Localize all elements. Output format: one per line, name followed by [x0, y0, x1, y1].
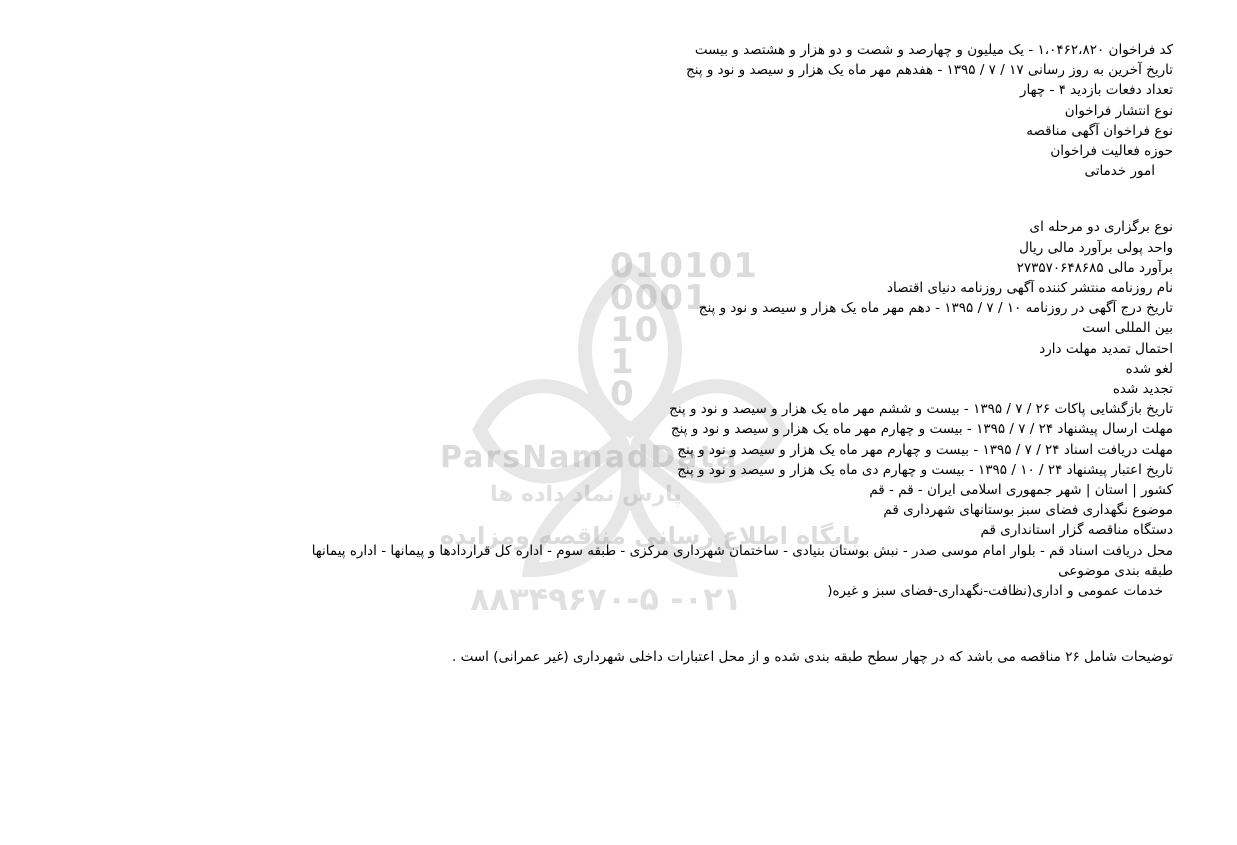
- publish-type: نوع انتشار فراخوان: [1064, 102, 1173, 119]
- activity-area-value: امور خدماتی: [1084, 163, 1155, 180]
- watermark-tagline: پایگاه اطلاع رسانی مناقصه ومزایده: [440, 522, 861, 550]
- watermark-slogan: پارس نماد داده ها: [490, 482, 682, 507]
- tender-details: [90, 40, 1173, 667]
- call-type: نوع فراخوان آگهی مناقصه: [1026, 122, 1173, 139]
- organizer: دستگاه مناقصه گزار استانداری قم: [980, 522, 1173, 539]
- category-label: طبقه بندی موضوعی: [1058, 562, 1173, 579]
- activity-area-label: حوزه فعالیت فراخوان: [1050, 143, 1173, 160]
- submission-deadline: مهلت ارسال پیشنهاد ۲۴ / ۷ / ۱۳۹۵ - بیست و چهارم مهر ماه یک هزار و سیصد و نود و پنج: [670, 421, 1173, 438]
- newspaper-date: تاریخ درج آگهی در روزنامه ۱۰ / ۷ / ۱۳۹۵ - دهم مهر ماه یک هزار و سیصد و نود و پنج: [698, 300, 1173, 317]
- watermark-brand: ParsNamadData: [440, 440, 739, 475]
- category-value: خدمات عمومی و اداری(نظافت-نگهداری-فضای سبز و غیره(: [827, 583, 1163, 600]
- validity-date: تاریخ اعتبار پیشنهاد ۲۴ / ۱۰ / ۱۳۹۵ - بیست و چهارم دی ماه یک هزار و سیصد و نود و پنج: [677, 461, 1173, 478]
- opening-date: تاریخ بازگشایی پاکات ۲۶ / ۷ / ۱۳۹۵ - بیست و ششم مهر ماه یک هزار و سیصد و نود و پنج: [669, 401, 1173, 418]
- documents-place: محل دریافت اسناد قم - بلوار امام موسی صدر - نبش بوستان بنیادی - ساختمان شهرداری مرکزی - طبقه سوم - اداره کل قراردادها و پیمانها - اداره پیمانها: [311, 542, 1173, 559]
- documents-deadline: مهلت دریافت اسناد ۲۴ / ۷ / ۱۳۹۵ - بیست و چهارم مهر ماه یک هزار و سیصد و نود و پنج: [677, 441, 1173, 458]
- financial-estimate: برآورد مالی ۲۷۳۵۷۰۶۴۸۶۸۵: [1016, 259, 1173, 276]
- description: توضیحات شامل ۲۶ مناقصه می باشد که در چهار سطح طبقه بندی شده و از محل اعتبارات داخلی شهرداری (غیر عمرانی) است .: [452, 649, 1173, 666]
- visit-count: تعداد دفعات بازدید ۴ - چهار: [1020, 82, 1173, 99]
- currency: واحد پولی برآورد مالی ریال: [1019, 239, 1173, 256]
- newspaper-name: نام روزنامه منتشر کننده آگهی روزنامه دنیای اقتصاد: [887, 280, 1173, 297]
- location: کشور | استان | شهر جمهوری اسلامی ایران - قم - قم: [869, 482, 1173, 499]
- renewed-flag: تجدید شده: [1112, 381, 1173, 398]
- call-code: کد فراخوان ۱،۰۴۶۲،۸۲۰ - یک میلیون و چهارصد و شصت و دو هزار و هشتصد و بیست: [694, 42, 1173, 58]
- extension-flag: احتمال تمدید مهلت دارد: [1039, 340, 1173, 357]
- international-flag: بین المللی است: [1082, 320, 1173, 337]
- cancelled-flag: لغو شده: [1125, 360, 1173, 377]
- last-update: تاریخ آخرین به روز رسانی ۱۷ / ۷ / ۱۳۹۵ - هفدهم مهر ماه یک هزار و سیصد و نود و پنج: [685, 62, 1173, 79]
- holding-type: نوع برگزاری دو مرحله ای: [1029, 219, 1173, 236]
- watermark-phone: ۰۲۱- ۸۸۳۴۹۶۷۰-۵: [470, 580, 743, 618]
- subject: موضوع نگهداری فضای سبز بوستانهای شهرداری قم: [883, 502, 1173, 519]
- watermark-digits: 010101 0001 10 1 0: [610, 246, 758, 414]
